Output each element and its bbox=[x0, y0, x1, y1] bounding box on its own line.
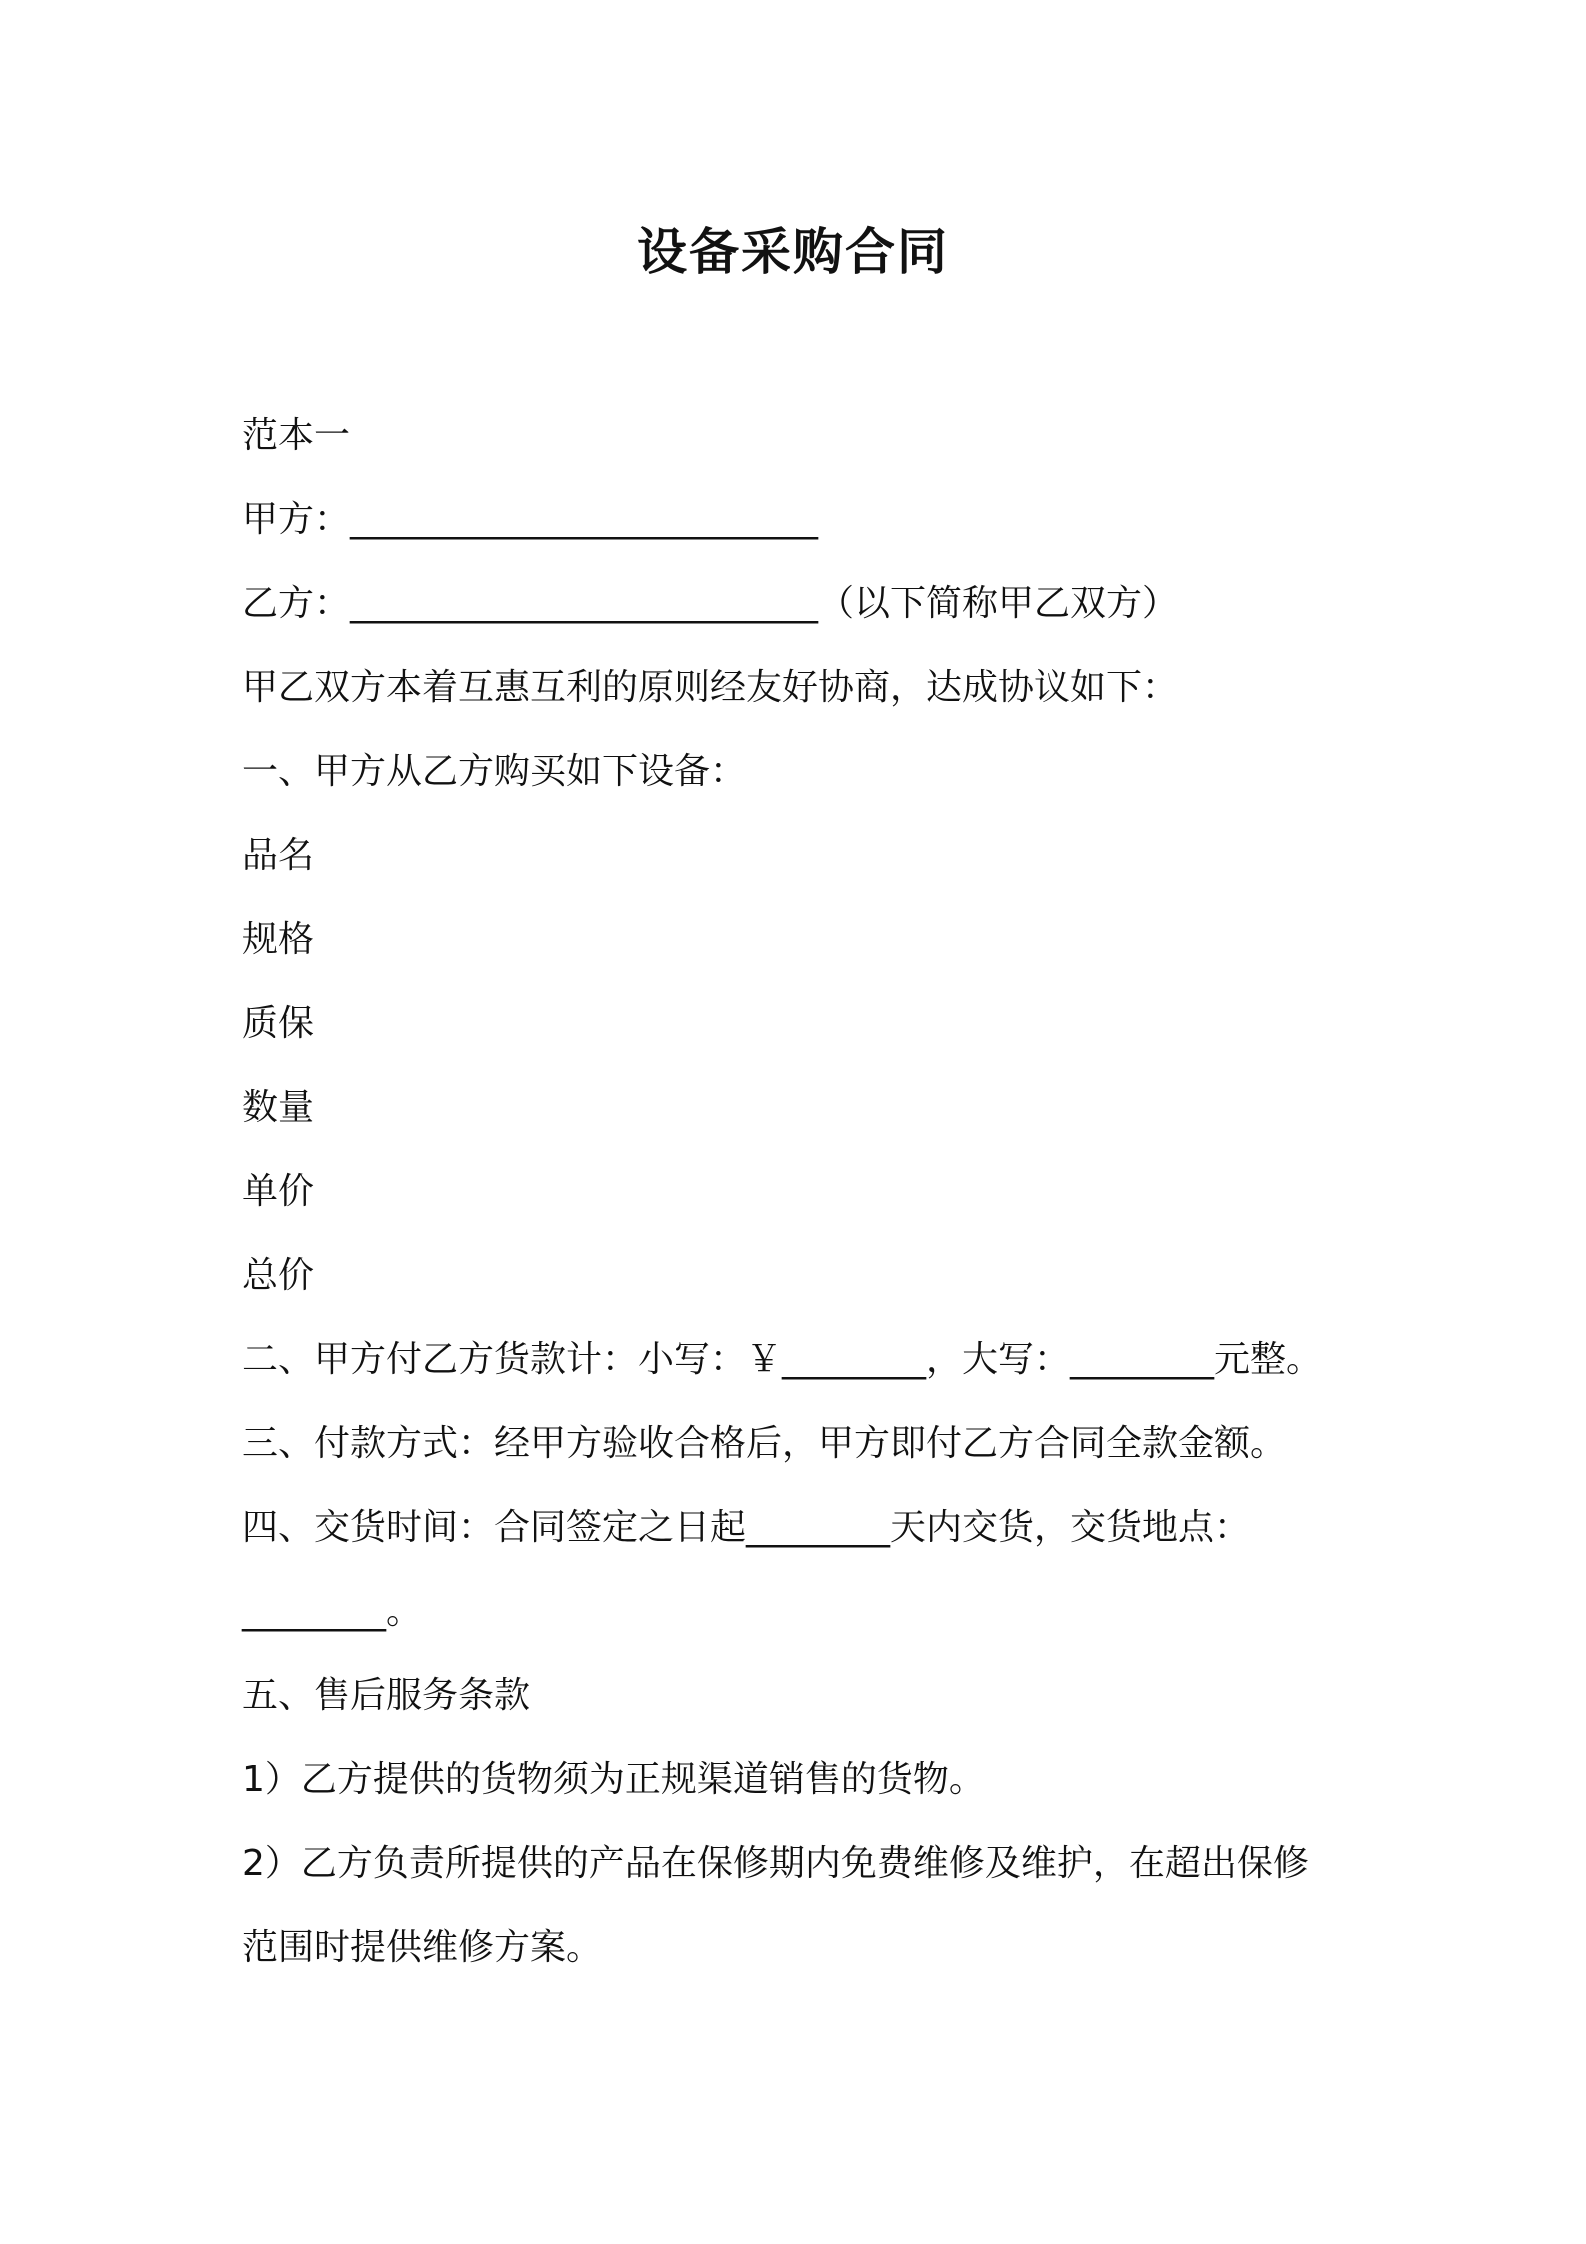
item-product-name: 品名 bbox=[242, 835, 315, 876]
party-a-line: 甲方：__________________________ bbox=[242, 499, 819, 540]
clause-2-payment-amount: 二、甲方付乙方货款计：小写：￥________，大写：________元整。 bbox=[242, 1339, 1323, 1380]
item-unit-price: 单价 bbox=[242, 1171, 315, 1212]
document-title: 设备采购合同 bbox=[637, 223, 949, 281]
party-b-line: 乙方：__________________________（以下简称甲乙双方） bbox=[242, 583, 1179, 624]
clause-5-heading: 五、售后服务条款 bbox=[242, 1675, 531, 1716]
clause-4-delivery-cont: ________。 bbox=[242, 1591, 423, 1632]
item-quantity: 数量 bbox=[242, 1087, 315, 1128]
clause-5-item-2: 2）乙方负责所提供的产品在保修期内免费维修及维护，在超出保修 bbox=[242, 1843, 1309, 1884]
item-specification: 规格 bbox=[242, 919, 315, 960]
item-total-price: 总价 bbox=[242, 1255, 315, 1296]
template-label: 范本一 bbox=[242, 415, 351, 456]
clause-5-item-1: 1）乙方提供的货物须为正规渠道销售的货物。 bbox=[242, 1759, 985, 1800]
clause-5-item-2-cont: 范围时提供维修方案。 bbox=[242, 1927, 603, 1968]
agreement-intro: 甲乙双方本着互惠互利的原则经友好协商，达成协议如下： bbox=[242, 667, 1179, 708]
clause-4-delivery: 四、交货时间：合同签定之日起________天内交货，交货地点： bbox=[242, 1507, 1251, 1548]
item-warranty: 质保 bbox=[242, 1003, 315, 1044]
clause-3-payment-method: 三、付款方式：经甲方验收合格后，甲方即付乙方合同全款金额。 bbox=[242, 1423, 1287, 1464]
clause-1-heading: 一、甲方从乙方购买如下设备： bbox=[242, 751, 747, 792]
